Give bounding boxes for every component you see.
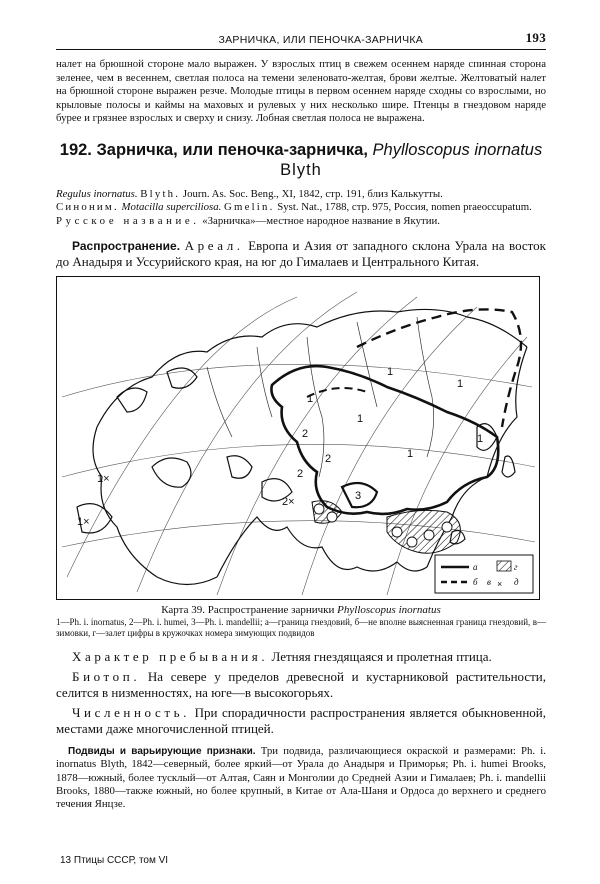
map-label-1x-west: 1× (97, 473, 110, 485)
synonymy-line-3 (56, 215, 546, 229)
map-label-2a: 2 (302, 428, 309, 440)
synonym-author: Gmelin. (224, 201, 275, 213)
original-author: Blyth. (140, 187, 181, 200)
original-name: Regulus inornatus. (56, 187, 138, 200)
map-label-2x: 2× (282, 496, 295, 508)
map-label-1f: 1 (357, 413, 364, 425)
map-caption-sci: Phylloscopus inornatus (337, 604, 441, 616)
abundance-text: При спорадичности распространения является обыкновенной, местами даже многочисленной птицей. (56, 705, 547, 736)
distribution-paragraph (56, 238, 546, 270)
range-map-drawing (57, 277, 539, 599)
map-label-1b: 1 (387, 366, 394, 378)
species-heading (56, 140, 546, 180)
map-caption-prefix: Карта 39. Распространение зарнички (161, 604, 335, 616)
species-author: Blyth (280, 160, 322, 179)
range-map (56, 276, 540, 600)
legend-d: д (514, 577, 519, 587)
synonym-name: Motacilla superciliosa. (121, 201, 222, 213)
map-label-1d: 1 (477, 433, 484, 445)
map-rivers (207, 317, 434, 477)
page-number: 193 (525, 30, 546, 45)
abundance-paragraph (56, 705, 546, 737)
map-label-1x-south: 1× (77, 516, 90, 528)
biotope-text: На севере у пределов древесной и кустарниковой растительности, селится в низменностях, на юге—в высокогорьях. (56, 669, 547, 700)
page-footer: 13 Птицы СССР, том VI (60, 855, 169, 866)
russian-name-label: Русское название. (56, 214, 200, 227)
distribution-text: Европа и Азия от западного склона Урала на восток до Анадыря и Уссурийского края, на юг до Гималаев и Центрального Китая. (56, 238, 547, 269)
map-label-2b: 2 (325, 453, 332, 465)
breeding-boundary (271, 366, 498, 514)
character-text: Летняя гнездящаяся и пролетная птица. (271, 649, 492, 664)
page (56, 30, 546, 822)
legend-b: б (473, 577, 478, 587)
subspecies-label: Подвиды и варьирующие признаки. (68, 746, 256, 757)
character-label: Характер пребывания. (72, 649, 269, 664)
distribution-label: Распространение. (72, 239, 181, 253)
abundance-label: Численность. (72, 705, 191, 720)
map-coastline (77, 309, 527, 584)
map-label-3: 3 (355, 490, 362, 502)
map-label-1c: 1 (457, 378, 464, 390)
species-scientific-name: Phylloscopus inornatus (372, 140, 543, 159)
synonymy-line-2 (56, 201, 546, 215)
map-label-2c: 2 (297, 468, 304, 480)
legend-v: в (487, 577, 491, 587)
synonym-label: Синоним. (56, 201, 119, 213)
character-paragraph (56, 649, 546, 665)
subspecies-paragraph (56, 745, 546, 811)
russian-name-text: «Зарничка»—местное народное название в Якутии. (202, 214, 440, 227)
synonym-reference: Syst. Nat., 1788, стр. 975, Россия, nomen praeoccupatum. (277, 201, 532, 213)
map-legend (435, 555, 533, 593)
map-label-1e: 1 (407, 448, 414, 460)
running-title: ЗАРНИЧКА, ИЛИ ПЕНОЧКА-ЗАРНИЧКА (218, 34, 424, 46)
subspecies-text: Три подвида, различающиеся окраской и размерами: Ph. i. inornatus Blyth, 1842—северный, более яркий—от Урала до Анадыря и Приморья; Ph. i. humei Brooks, 1878—южный, более тусклый—от Алтая, Саян и Монголии до Средней Азии и Гималаев; Ph. i. mandellii Brooks, 1880—также южный, но более крупный, в Китае от Ала-Шаня и Ордоса до верхнего и среднего течения Янцзе. (56, 745, 546, 811)
running-header (56, 30, 546, 50)
biotope-paragraph (56, 669, 546, 701)
legend-g: г (514, 562, 518, 572)
original-reference: Journ. As. Soc. Beng., XI, 1842, стр. 191, близ Калькутты. (182, 187, 443, 200)
distribution-spaced: Ареал. (184, 238, 244, 253)
synonymy-line-1 (56, 188, 546, 202)
map-caption-legend: 1—Ph. i. inornatus, 2—Ph. i. humei, 3—Ph. i. mandellii; а—граница гнездовий, б—не вполне выясненная граница гнездовий, в—зимовки, г—залет цифры в кружочках номера зимующих подвидов (56, 617, 546, 638)
map-caption (56, 604, 546, 616)
map-label-1a: 1 (307, 393, 314, 405)
intro-paragraph: налет на брюшной стороне мало выражен. У взрослых птиц в свежем осеннем наряде спинная сторона зеленее, чем в весеннем, светлая полоса на темени зеленовато-желтая, брови желтые. Желтоватый налет на брюшной стороне выражен резче. Молодые птицы в первом осеннем наряде сходны со взрослыми, но крыловые полосы и каймы на маховых и рулевых у них несколько шире. Птенцы в гнездовом наряде буреe и грязнее взрослых и сверху и снизу. Лобная светлая полоса не выражена. (56, 58, 546, 124)
biotope-label: Биотоп. (72, 669, 141, 684)
legend-a: а (473, 562, 478, 572)
species-number-title: 192. Зарничка, или пеночка-зарничка, (59, 140, 368, 159)
svg-text:×: × (497, 579, 503, 589)
